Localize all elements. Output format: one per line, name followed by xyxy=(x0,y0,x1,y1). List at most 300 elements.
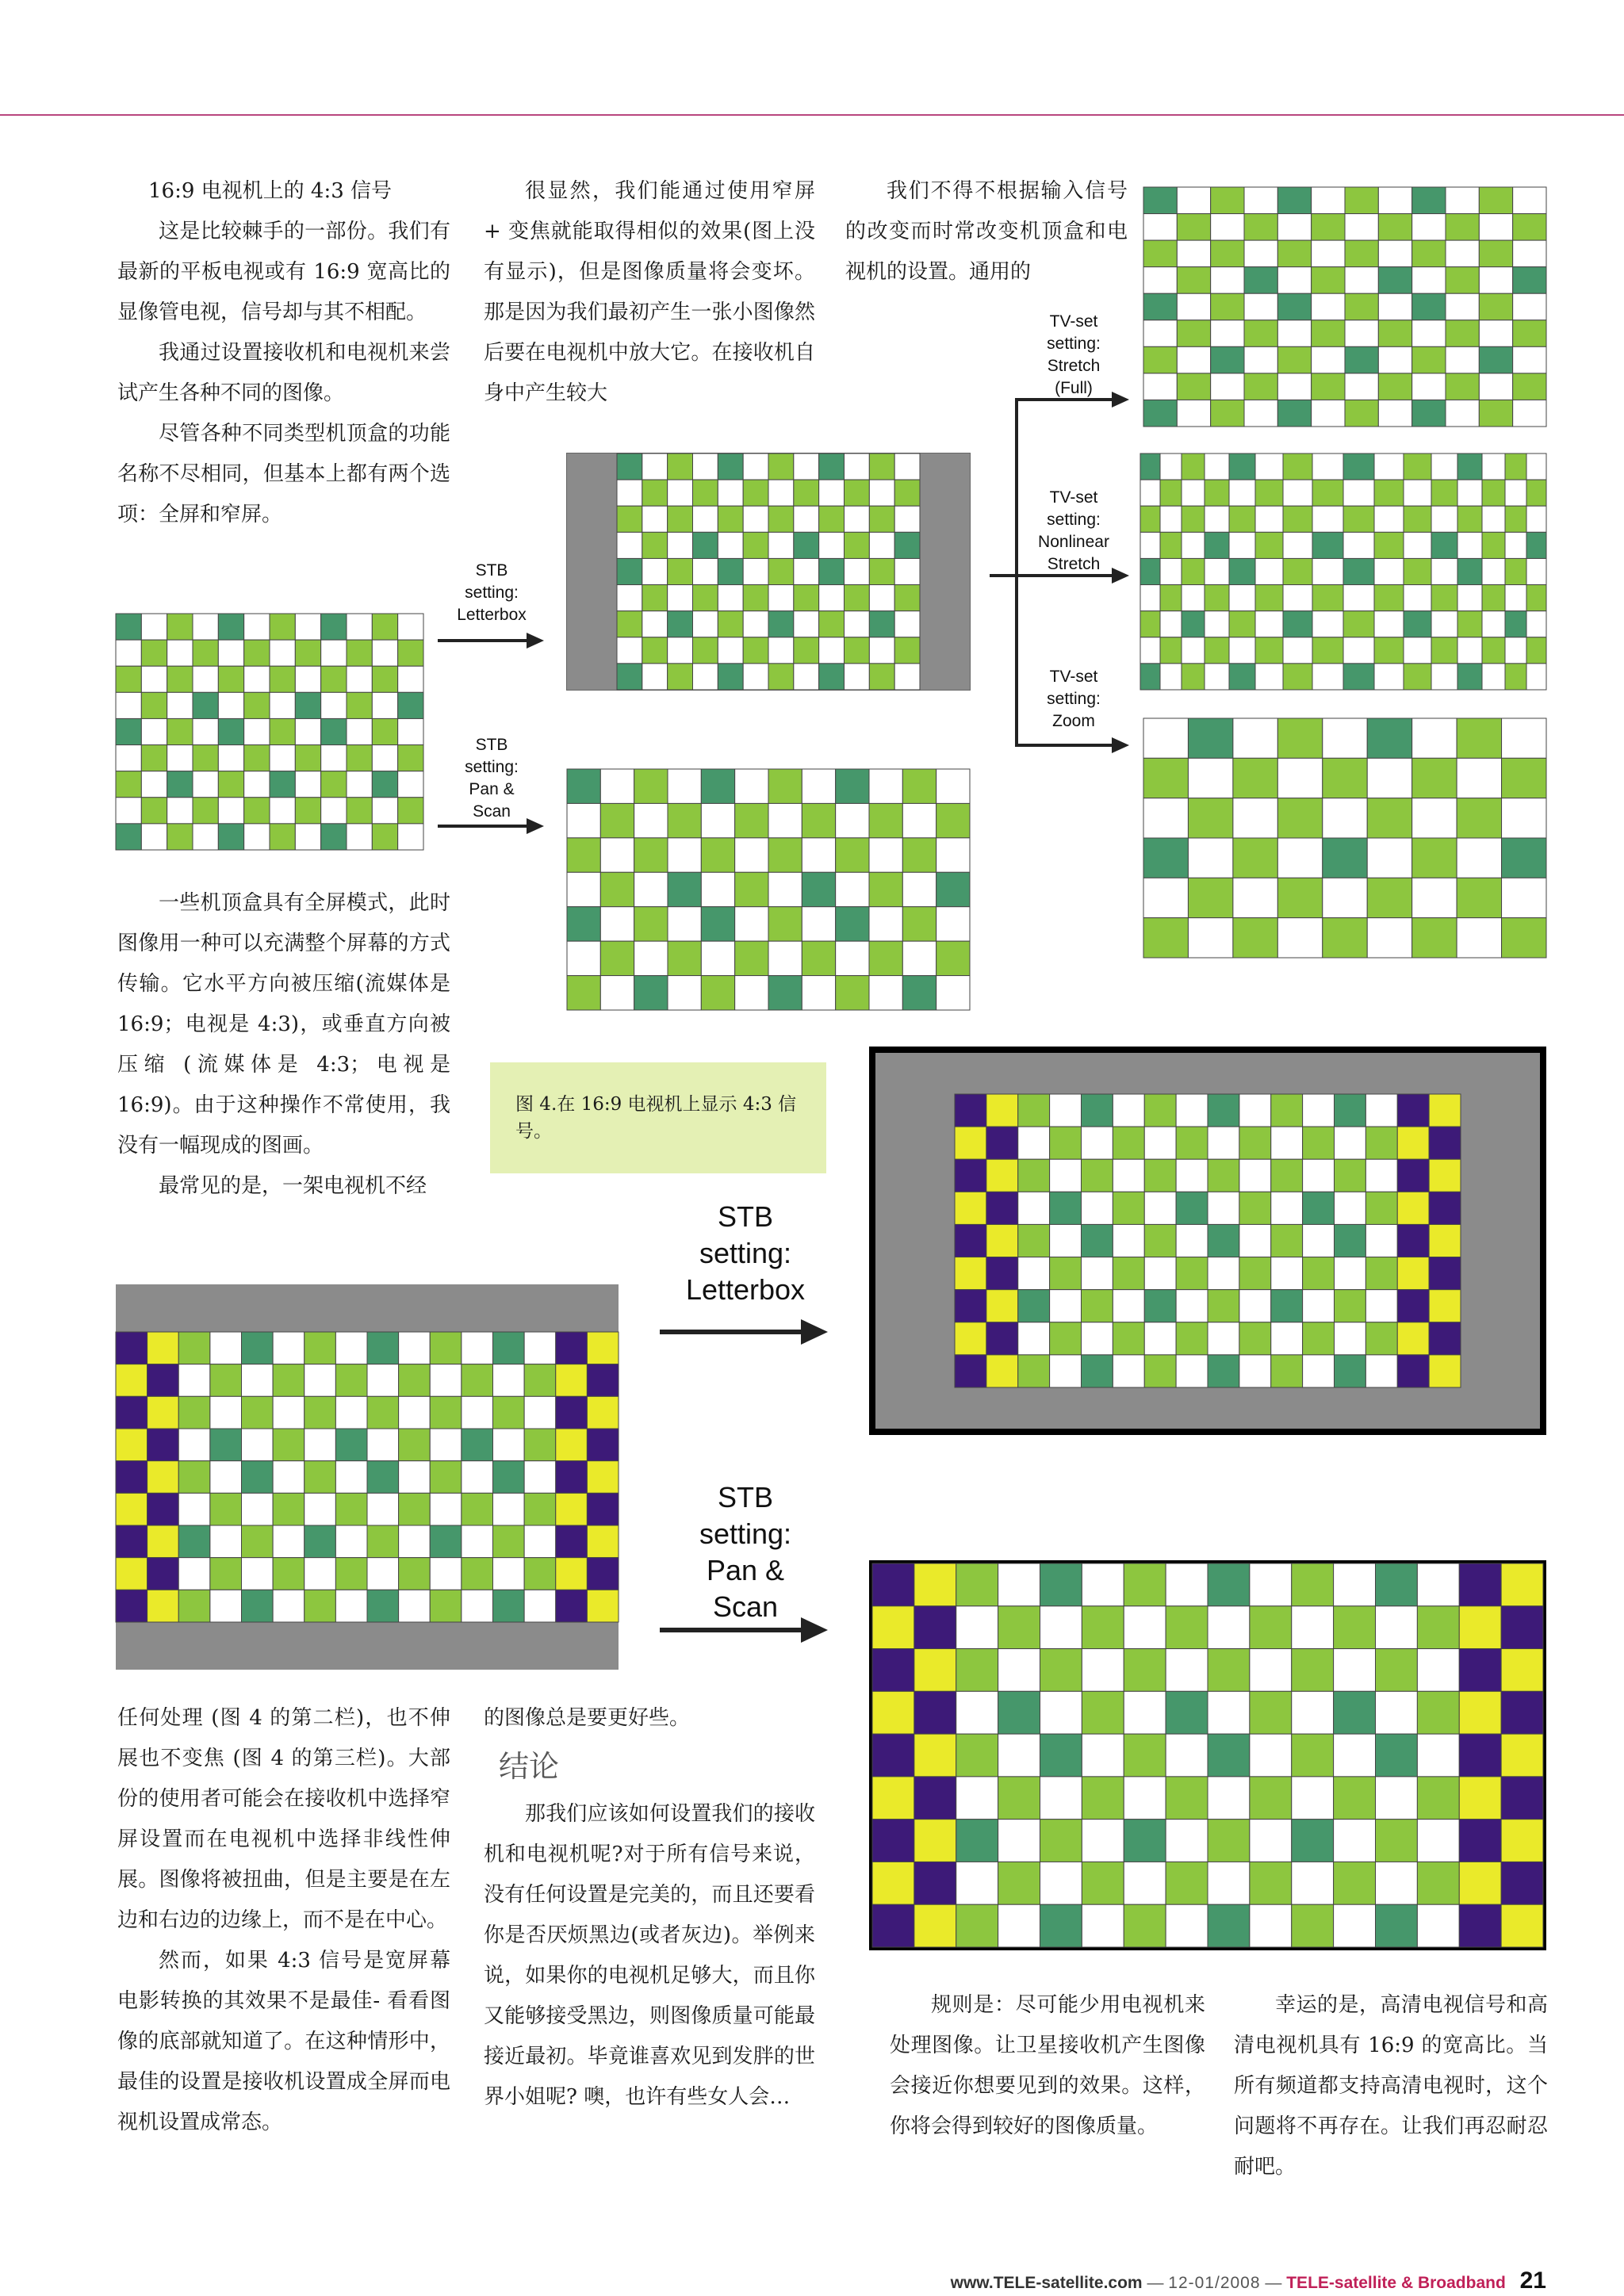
grid-cell xyxy=(1479,187,1512,214)
grid-cell xyxy=(1208,1159,1239,1192)
grid-cell xyxy=(1244,267,1277,294)
grid-cell xyxy=(372,718,397,744)
grid-cell xyxy=(167,771,193,798)
grid-cell xyxy=(1176,1094,1208,1127)
grid-cell xyxy=(1323,918,1367,958)
grid-cell xyxy=(116,1364,147,1397)
grid-cell xyxy=(1378,293,1411,320)
paragraph: 任何处理 (图 4 的第二栏)，也不伸展也不变焦 (图 4 的第三栏)。大部份的使用者可能会在接收机中选择窄屏设置而在电视机中选择非线性伸展。图像将被扭曲，但是主要是在左边和右边的边缘上，而不是在中心。 xyxy=(117,1706,450,1932)
grid-cell xyxy=(869,664,894,690)
grid-cell xyxy=(845,637,870,664)
grid-cell xyxy=(462,1461,493,1494)
grid-cell xyxy=(1505,611,1526,637)
grid-cell xyxy=(524,1493,556,1525)
grid-cell xyxy=(1374,532,1404,558)
grid-cell xyxy=(600,803,634,837)
grid-cell xyxy=(1229,453,1255,480)
grid-cell xyxy=(1277,838,1322,878)
grid-cell xyxy=(1239,1192,1271,1224)
grid-cell xyxy=(693,637,718,664)
grid-cell xyxy=(1374,558,1404,584)
grid-cell xyxy=(1323,878,1367,917)
grid-cell xyxy=(1113,1127,1144,1159)
grid-cell xyxy=(462,1493,493,1525)
grid-cell xyxy=(218,640,243,666)
grid-cell xyxy=(1140,480,1160,506)
grid-cell xyxy=(642,664,668,690)
grid-cell xyxy=(347,666,372,692)
grid-cell xyxy=(955,1159,986,1192)
grid-cell xyxy=(1143,718,1188,758)
grid-cell xyxy=(242,1493,274,1525)
grid-cell xyxy=(178,1493,210,1525)
grid-cell xyxy=(1513,187,1546,214)
grid-cell xyxy=(872,1606,914,1649)
grid-cell xyxy=(1229,637,1255,664)
grid-cell xyxy=(244,692,270,718)
grid-cell xyxy=(914,1777,956,1820)
grid-cell xyxy=(1404,558,1431,584)
label-line: Pan & xyxy=(706,1554,785,1586)
grid-cell xyxy=(141,771,167,798)
grid-cell xyxy=(1446,187,1479,214)
grid-cell xyxy=(1482,611,1505,637)
grid-cell xyxy=(1501,1563,1543,1606)
grid-cell xyxy=(1365,1094,1397,1127)
grid-cell xyxy=(1040,1820,1082,1862)
grid-cell xyxy=(218,771,243,798)
grid-cell xyxy=(1018,1192,1050,1224)
grid-cell xyxy=(1250,1904,1292,1947)
grid-cell xyxy=(1277,267,1311,294)
grid-cell xyxy=(273,1493,304,1525)
grid-cell xyxy=(1429,1159,1461,1192)
grid-cell xyxy=(1417,1862,1459,1904)
grid-cell xyxy=(1374,611,1404,637)
grid-cell xyxy=(1211,187,1244,214)
grid-cell xyxy=(1124,1904,1166,1947)
grid-cell xyxy=(1397,1290,1429,1322)
grid-cell xyxy=(956,1777,998,1820)
grid-cell xyxy=(1229,532,1255,558)
grid-cell xyxy=(693,585,718,611)
grid-cell xyxy=(1457,611,1482,637)
grid-cell xyxy=(1166,1904,1208,1947)
grid-cell xyxy=(1312,637,1343,664)
grid-cell xyxy=(304,1558,336,1590)
grid-cell xyxy=(1160,664,1182,690)
grid-cell xyxy=(273,1525,304,1558)
grid-cell xyxy=(955,1290,986,1322)
grid-cell xyxy=(1283,611,1312,637)
grid-cell xyxy=(430,1429,462,1461)
grid-cell xyxy=(493,1429,525,1461)
grid-cell xyxy=(273,1558,304,1590)
grid-cell xyxy=(1177,346,1210,373)
grid-cell xyxy=(367,1525,399,1558)
grid-cell xyxy=(1417,1820,1459,1862)
grid-cell xyxy=(1233,838,1277,878)
grid-cell xyxy=(430,1461,462,1494)
grid-cell xyxy=(399,1332,431,1364)
grid-cell xyxy=(1417,1734,1459,1777)
grid-cell xyxy=(1229,506,1255,532)
grid-cell xyxy=(1446,240,1479,267)
grid-cell xyxy=(524,1558,556,1590)
grid-cell xyxy=(718,664,743,690)
grid-cell xyxy=(1050,1127,1082,1159)
grid-cell xyxy=(1050,1224,1082,1257)
grid-cell xyxy=(1312,480,1343,506)
grid-cell xyxy=(956,1862,998,1904)
grid-cell xyxy=(1283,558,1312,584)
grid-cell xyxy=(116,1396,147,1429)
grid-cell xyxy=(1143,400,1177,427)
grid-cell xyxy=(367,1396,399,1429)
grid-cell xyxy=(1502,758,1546,798)
grid-cell xyxy=(819,637,845,664)
grid-cell xyxy=(1312,664,1343,690)
grid-cell xyxy=(1124,1563,1166,1606)
grid-cell xyxy=(430,1590,462,1622)
grid-cell xyxy=(634,872,668,906)
grid-cell xyxy=(1378,320,1411,347)
label-line: STB xyxy=(475,736,508,754)
grid-cell xyxy=(1457,585,1482,611)
grid-cell xyxy=(600,907,634,941)
grid-cell xyxy=(768,506,794,532)
grid-cell xyxy=(768,611,794,637)
grid-cell xyxy=(218,614,243,640)
grid-cell xyxy=(998,1563,1040,1606)
grid-cell xyxy=(210,1493,242,1525)
grid-cell xyxy=(956,1563,998,1606)
grid-cell xyxy=(1312,532,1343,558)
grid-cell xyxy=(116,1429,147,1461)
grid-cell xyxy=(1431,480,1457,506)
grid-cell xyxy=(1177,267,1210,294)
grid-cell xyxy=(304,1493,336,1525)
grid-cell xyxy=(321,798,347,824)
grid-cell xyxy=(998,1606,1040,1649)
grid-cell xyxy=(1292,1691,1334,1734)
grid-cell xyxy=(1303,1159,1335,1192)
label-line: Scan xyxy=(712,1590,779,1623)
grid-cell xyxy=(1446,320,1479,347)
grid-cell xyxy=(141,692,167,718)
grid-cell xyxy=(1292,1734,1334,1777)
grid-cell xyxy=(819,664,845,690)
grid-cell xyxy=(668,907,701,941)
grid-cell xyxy=(1140,585,1160,611)
grid-cell xyxy=(718,453,743,480)
grid-cell xyxy=(1479,240,1512,267)
grid-cell xyxy=(398,692,423,718)
grid-cell xyxy=(556,1590,588,1622)
grid-cell xyxy=(167,666,193,692)
label-line: Pan & xyxy=(469,780,515,798)
arrow-icon xyxy=(658,1316,833,1348)
grid-cell xyxy=(1404,506,1431,532)
grid-cell xyxy=(794,585,819,611)
grid-cell xyxy=(1431,453,1457,480)
grid-cell xyxy=(1501,1862,1543,1904)
grid-cell xyxy=(1239,1322,1271,1355)
grid-cell xyxy=(210,1364,242,1397)
grid-cell xyxy=(600,872,634,906)
grid-cell xyxy=(372,692,397,718)
grid-cell xyxy=(141,666,167,692)
grid-cell xyxy=(1312,240,1345,267)
grid-cell xyxy=(836,907,869,941)
grid-cell xyxy=(430,1525,462,1558)
grid-cell xyxy=(347,718,372,744)
grid-cell xyxy=(617,585,642,611)
grid-cell xyxy=(493,1364,525,1397)
grid-cell xyxy=(1018,1322,1050,1355)
grid-cell xyxy=(1312,506,1343,532)
grid-cell xyxy=(1239,1224,1271,1257)
grid-cell xyxy=(244,718,270,744)
grid-cell xyxy=(1239,1127,1271,1159)
grid-cell xyxy=(701,872,734,906)
grid-cell xyxy=(1208,1355,1239,1387)
grid-cell xyxy=(1482,637,1505,664)
grid-cell xyxy=(1144,1322,1176,1355)
label-line: TV-set xyxy=(1049,312,1098,331)
grid-cell xyxy=(600,941,634,975)
tv-zoom-label xyxy=(1018,666,1129,733)
grid-cell xyxy=(1182,558,1205,584)
grid-cell xyxy=(1143,267,1177,294)
grid-cell xyxy=(1082,1649,1124,1692)
grid-cell xyxy=(1335,1224,1366,1257)
grid-cell xyxy=(270,745,295,771)
grid-cell xyxy=(147,1493,179,1525)
grid-cell xyxy=(1182,637,1205,664)
grid-cell xyxy=(1166,1734,1208,1777)
grid-cell xyxy=(872,1734,914,1777)
grid-cell xyxy=(1334,1862,1376,1904)
grid-cell xyxy=(1160,611,1182,637)
grid-cell xyxy=(367,1558,399,1590)
grid-cell xyxy=(1244,400,1277,427)
grid-cell xyxy=(1431,664,1457,690)
grid-cell xyxy=(1177,400,1210,427)
grid-cell xyxy=(1211,373,1244,400)
grid-cell xyxy=(936,907,970,941)
grid-cell xyxy=(998,1862,1040,1904)
grid-cell xyxy=(218,666,243,692)
grid-cell xyxy=(1250,1862,1292,1904)
paragraph: 我们不得不根据输入信号的改变而时常改变机顶盒和电视机的设置。通用的 xyxy=(845,179,1128,284)
grid-cell xyxy=(1292,1563,1334,1606)
grid-cell xyxy=(430,1332,462,1364)
grid-cell xyxy=(1501,1691,1543,1734)
grid-cell xyxy=(1166,1862,1208,1904)
grid-cell xyxy=(587,1364,619,1397)
grid-cell xyxy=(1501,1734,1543,1777)
grid-cell xyxy=(1457,506,1482,532)
grid-cell xyxy=(1271,1257,1303,1290)
grid-cell xyxy=(556,1332,588,1364)
grid-cell xyxy=(1239,1257,1271,1290)
grid-cell xyxy=(1479,320,1512,347)
grid-cell xyxy=(998,1777,1040,1820)
grid-cell xyxy=(1271,1094,1303,1127)
grid-cell xyxy=(819,453,845,480)
grid-cell xyxy=(399,1461,431,1494)
grid-cell xyxy=(218,692,243,718)
grid-cell xyxy=(116,666,141,692)
grid-cell xyxy=(1177,214,1210,241)
grid-cell xyxy=(398,745,423,771)
grid-cell xyxy=(1177,373,1210,400)
grid-cell xyxy=(1431,558,1457,584)
grid-cell xyxy=(1505,585,1526,611)
grid-cell xyxy=(1271,1159,1303,1192)
grid-cell xyxy=(1397,1094,1429,1127)
grid-cell xyxy=(1397,1127,1429,1159)
grid-cell xyxy=(634,803,668,837)
grid-cell xyxy=(1050,1290,1082,1322)
grid-cell xyxy=(399,1493,431,1525)
footer-url[interactable]: www.TELE-satellite.com xyxy=(950,2274,1143,2292)
grid-cell xyxy=(1513,267,1546,294)
grid-cell xyxy=(270,718,295,744)
section-subheading: 16:9 电视机上的 4:3 信号 xyxy=(148,179,393,203)
grid-cell xyxy=(1188,918,1232,958)
grid-cell xyxy=(1303,1355,1335,1387)
grid-cell xyxy=(701,976,734,1010)
grid-cell xyxy=(642,637,668,664)
grid-cell xyxy=(1208,1257,1239,1290)
grid-cell xyxy=(210,1590,242,1622)
grid-cell xyxy=(819,506,845,532)
grid-cell xyxy=(1513,373,1546,400)
grid-cell xyxy=(819,532,845,558)
grid-cell xyxy=(1188,718,1232,758)
grid-cell xyxy=(1050,1355,1082,1387)
grid-cell xyxy=(1144,1127,1176,1159)
grid-cell xyxy=(141,824,167,850)
grid-cell xyxy=(1140,532,1160,558)
paragraph: 的图像总是要更好些。 xyxy=(484,1706,691,1730)
grid-cell xyxy=(347,798,372,824)
grid-cell xyxy=(869,907,902,941)
grid-cell xyxy=(1277,320,1311,347)
grid-cell xyxy=(642,453,668,480)
grid-cell xyxy=(193,692,218,718)
grid-cell xyxy=(902,907,936,941)
grid-cell xyxy=(1124,1862,1166,1904)
grid-cell xyxy=(894,453,920,480)
label-line: TV-set xyxy=(1049,488,1098,507)
grid-cell xyxy=(1404,480,1431,506)
grid-cell xyxy=(986,1094,1018,1127)
grid-cell xyxy=(1365,1159,1397,1192)
grid-cell xyxy=(1412,718,1457,758)
grid-cell xyxy=(1160,585,1182,611)
grid-cell xyxy=(367,1493,399,1525)
grid-cell xyxy=(1459,1862,1501,1904)
grid-cell xyxy=(1505,532,1526,558)
grid-cell xyxy=(1277,798,1322,838)
grid-cell xyxy=(1303,1094,1335,1127)
grid-cell xyxy=(872,1563,914,1606)
grid-cell xyxy=(1334,1649,1376,1692)
label-line: STB xyxy=(717,1200,773,1233)
grid-cell xyxy=(1446,373,1479,400)
grid-cell xyxy=(116,692,141,718)
grid-cell xyxy=(116,798,141,824)
grid-cell xyxy=(1335,1355,1366,1387)
paragraph: 规则是：尽可能少用电视机来处理图像。让卫星接收机产生图像会接近你想要见到的效果。这样，你将会得到较好的图像质量。 xyxy=(890,1993,1205,2138)
grid-cell xyxy=(735,838,768,872)
grid-cell xyxy=(1255,558,1283,584)
grid-cell xyxy=(1250,1606,1292,1649)
grid-cell xyxy=(116,1590,147,1622)
grid-cell xyxy=(1505,506,1526,532)
grid-cell xyxy=(986,1290,1018,1322)
grid-cell xyxy=(914,1691,956,1734)
grid-cell xyxy=(587,1558,619,1590)
grid-cell xyxy=(869,585,894,611)
grid-cell xyxy=(1124,1691,1166,1734)
grid-cell xyxy=(1160,506,1182,532)
grid-cell xyxy=(1177,293,1210,320)
grid-cell xyxy=(1211,346,1244,373)
grid-cell xyxy=(1233,758,1277,798)
grid-cell xyxy=(1271,1355,1303,1387)
grid-cell xyxy=(956,1691,998,1734)
grid-cell xyxy=(1082,1322,1113,1355)
grid-cell xyxy=(768,803,802,837)
grid-cell xyxy=(1229,558,1255,584)
grid-cell xyxy=(1283,506,1312,532)
grid-cell xyxy=(1040,1649,1082,1692)
grid-cell xyxy=(1283,532,1312,558)
grid-cell xyxy=(1082,1094,1113,1127)
grid-cell xyxy=(869,506,894,532)
grid-cell xyxy=(295,745,320,771)
grid-cell xyxy=(872,1820,914,1862)
grid-cell xyxy=(794,558,819,584)
grid-cell xyxy=(617,611,642,637)
grid-cell xyxy=(668,872,701,906)
grid-cell xyxy=(1417,1606,1459,1649)
grid-cell xyxy=(1335,1290,1366,1322)
grid-cell xyxy=(743,506,768,532)
grid-cell xyxy=(701,803,734,837)
grid-cell xyxy=(1417,1777,1459,1820)
grid-cell xyxy=(116,745,141,771)
grid-cell xyxy=(1082,1224,1113,1257)
grid-cell xyxy=(1446,267,1479,294)
grid-cell xyxy=(167,640,193,666)
grid-cell xyxy=(1166,1820,1208,1862)
grid-cell xyxy=(270,798,295,824)
grid-cell xyxy=(693,506,718,532)
grid-cell xyxy=(1277,918,1322,958)
tv-letterbox-grid xyxy=(955,1094,1461,1387)
grid-cell xyxy=(1292,1862,1334,1904)
grid-cell xyxy=(178,1364,210,1397)
grid-cell xyxy=(718,480,743,506)
grid-cell xyxy=(1176,1127,1208,1159)
grid-cell xyxy=(1459,1820,1501,1862)
grid-cell xyxy=(1312,293,1345,320)
